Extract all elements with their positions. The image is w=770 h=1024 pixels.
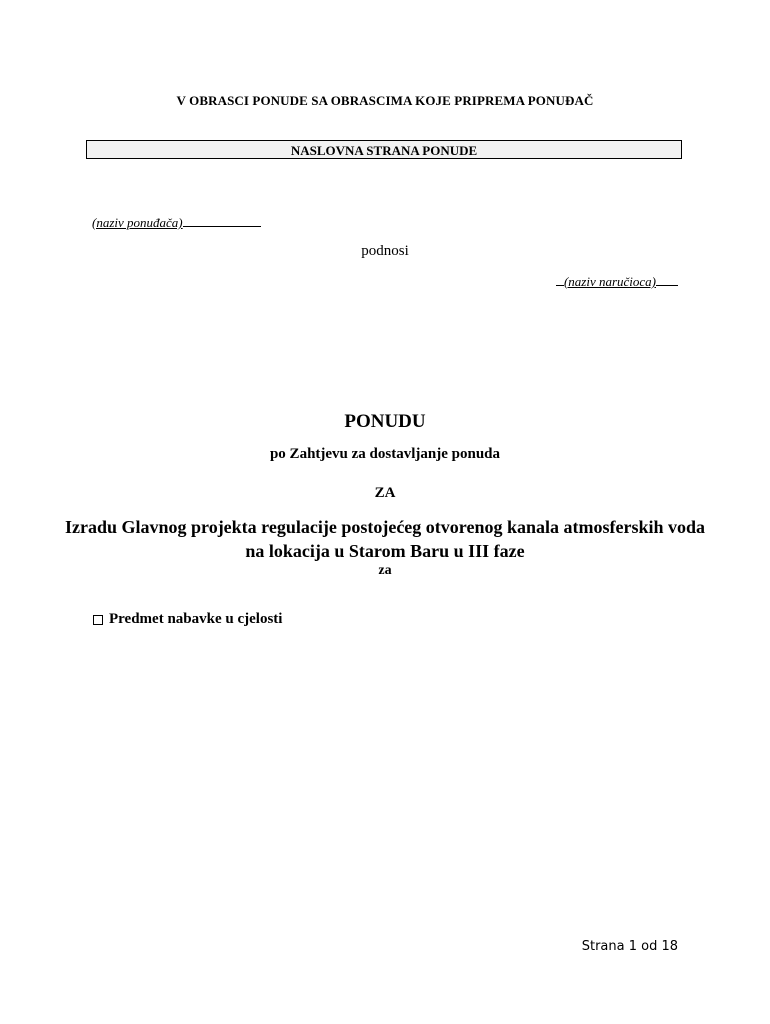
option-label: Predmet nabavke u cjelosti [109, 611, 283, 627]
client-blank-tail [656, 273, 678, 286]
page-number: Strana 1 od 18 [581, 939, 678, 954]
form-heading: V OBRASCI PONUDE SA OBRASCIMA KOJE PRIPREMA PONUĐAČ [176, 93, 594, 108]
cover-page-title: NASLOVNA STRANA PONUDE [86, 140, 682, 159]
offerer-name-field [92, 214, 261, 231]
client-blank-lead [556, 273, 564, 286]
request-line: po Zahtjevu za dostavljanje ponuda [269, 446, 501, 462]
for-small-label: za [378, 563, 392, 578]
offer-title: PONUDU [344, 411, 426, 432]
client-placeholder: (naziv naručioca) [563, 274, 656, 289]
submits-text: podnosi [361, 243, 409, 259]
client-name-field [556, 273, 678, 290]
procurement-subject: Izradu Glavnog projekta regulacije postojećeg otvorenog kanala atmosferskih voda na lokacija u Starom Baru u III faze [65, 517, 705, 561]
for-label: ZA [374, 485, 396, 501]
checkbox-icon[interactable] [93, 615, 103, 625]
procurement-option[interactable] [93, 611, 282, 628]
offerer-blank-line [183, 214, 261, 227]
offerer-placeholder: (naziv ponuđača) [92, 215, 183, 230]
